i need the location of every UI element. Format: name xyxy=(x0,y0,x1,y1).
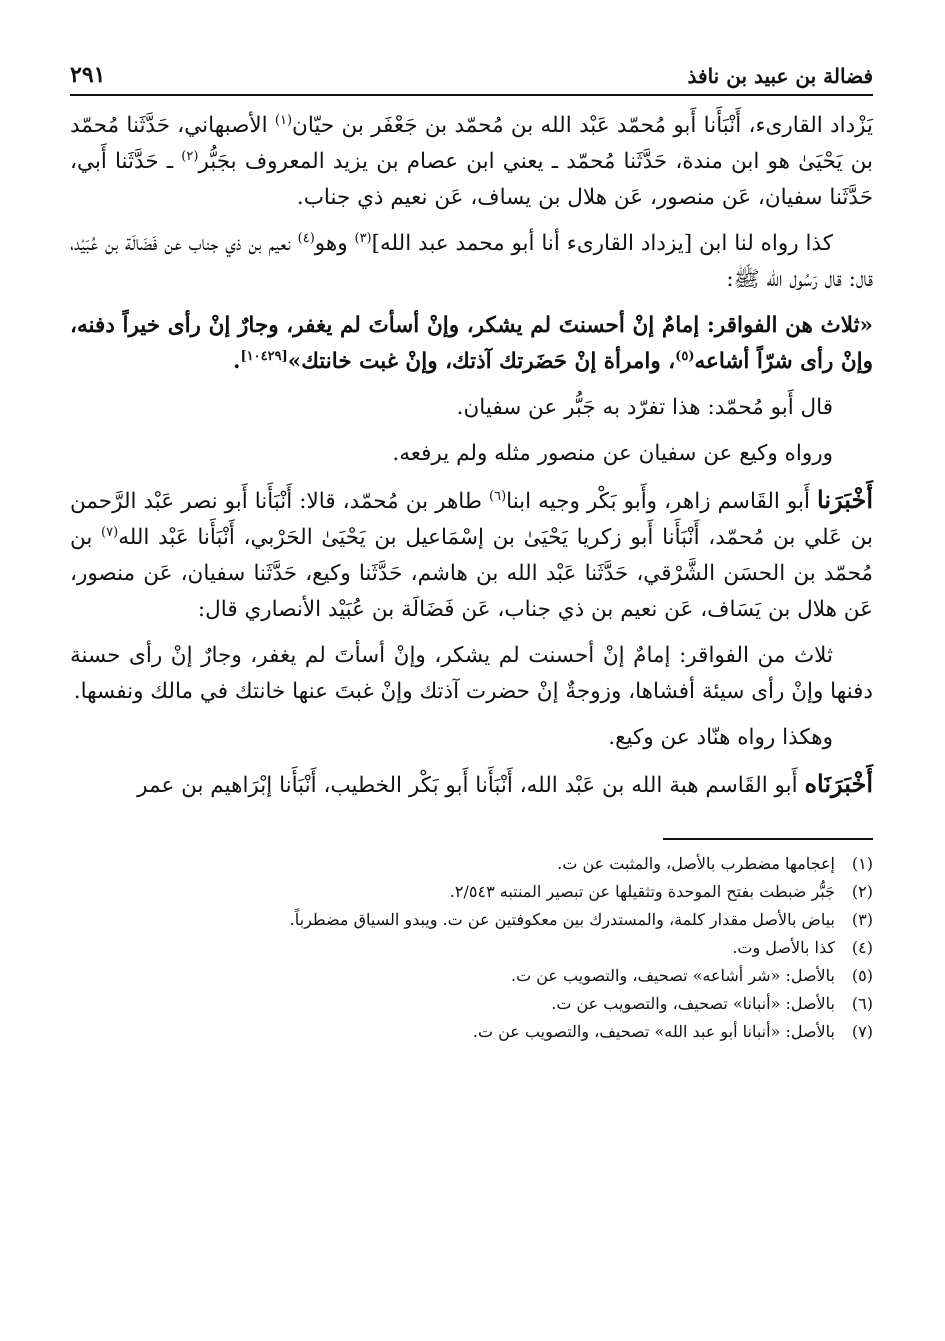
paragraph-7: ثلاث من الفواقر: إمامٌ إنْ أحسنت لم يشكر، وإنْ أسأتَ لم يغفر، وجارٌ إنْ رأى حسنة دفنها وإنْ رأى سيئة أفشاها، وزوجةٌ إنْ حضرت آذتك وإنْ غبتَ عنها خانتك في مالك ونفسها. xyxy=(70,643,873,704)
page-header xyxy=(70,60,873,96)
paragraph-6: أَخْبَرَنا أَبو القَاسم زاهر، وأَبو بَكْر وجيه ابنا$^{(٦)}$ طاهر بن مُحمّد، قالا: أَنْبَأَنا أَبو نصر عَبْد الرَّحمن بن عَلي بن مُحمّد، أَنْبَأَنا أَبو زكريا يَحْيَىٰ بن إسْمَاعيل بن يَحْيَىٰ الحَرْبي، أَنْبَأَنا عَبْد الله$^{(٧)}$ بن مُحمّد بن الحسَن الشَّرْقي، حَدَّثَنا عَبْد الله بن هاشم، حَدَّثَنا وكيع، حَدَّثَنا سفيان، عَن منصور، عَن هلال بن يَسَاف، عَن نعيم بن ذي جناب، عَن فَضَالَة بن عُبَيْد الأنصاري قال: xyxy=(70,485,873,622)
akhbarana-keyword: أَخْبَرَنا xyxy=(817,485,873,514)
footnote-item: (٥) بالأصل: «شر أشاعه» تصحيف، والتصويب عن ت. xyxy=(511,966,873,985)
page-number: ٢٩١ xyxy=(70,62,106,88)
paragraph-5: ورواه وكيع عن سفيان عن منصور مثله ولم يرفعه. xyxy=(392,441,833,466)
hadith-text: «ثلاث هن الفواقر: إمامٌ إنْ أحسنتَ لم يشكر، وإنْ أسأتَ لم يغفر، وجارٌ إنْ رأى خيراً دفنه، وإنْ رأى شرّاً أشاعه$^{(٥)}$، وامرأة إنْ حَضَرتك آذتك، وإنْ غبت خانتك»[١٠٤٢٩]. xyxy=(70,313,873,374)
akhbaranahu-keyword: أَخْبَرَنَاه xyxy=(804,769,873,798)
footnote-separator xyxy=(663,838,873,840)
paragraph-2: كذا رواه لنا ابن [يزداد القارىء أنا أبو محمد عبد الله]$^{(٣)}$ وهو$^{(٤)}$ نعيم بن ذي جناب عن فَضَالَة بن عُبَيْد، قال: قال رَسُول الله ﷺ: xyxy=(70,230,873,292)
footnote-item: (٦) بالأصل: «أنبانا» تصحيف، والتصويب عن ت. xyxy=(551,994,873,1013)
footnote-item: (١) إعجامها مضطرب بالأصل، والمثبت عن ت. xyxy=(557,854,873,873)
main-text xyxy=(70,108,873,804)
paragraph-1: يَزْداد القارىء، أَنْبَأَنا أَبو مُحمّد عَبْد الله بن مُحمّد بن جَعْفَر بن حيّان$^{(١)}$ الأصبهاني، حَدَّثَنا مُحمّد بن يَحْيَىٰ هو ابن مندة، حَدَّثَنا مُحمّد ـ يعني ابن عصام بن يزيد المعروف بجَبُّر$^{(٢)}$ ـ حَدَّثَنا أَبي، حَدَّثَنا سفيان، عَن منصور، عَن هلال بن يساف، عَن نعيم ذي جناب. xyxy=(70,112,873,210)
footnote-item: (٢) جَبُّر ضبطت بفتح الموحدة وتثقيلها عن تبصير المنتبه ٢/٥٤٣. xyxy=(449,882,873,901)
footnote-item: (٣) بياض بالأصل مقدار كلمة، والمستدرك بين معكوفتين عن ت. ويبدو السياق مضطرباً. xyxy=(289,910,873,929)
running-title: فضالة بن عبيد بن نافذ xyxy=(687,64,873,88)
paragraph-8: وهكذا رواه هنّاد عن وكيع. xyxy=(608,725,833,750)
footnote-item: (٤) كذا بالأصل وت. xyxy=(732,938,873,957)
paragraph-4: قال أَبو مُحمّد: هذا تفرّد به جَبُّر عن سفيان. xyxy=(456,395,833,420)
paragraph-9: أَخْبَرَنَاه أَبو القَاسم هبة الله بن عَبْد الله، أَنْبَأَنا أَبو بَكْر الخطيب، أَنْبَأَنا إبْرَاهيم بن عمر xyxy=(137,769,873,798)
book-page xyxy=(70,60,873,1046)
footnote-item: (٧) بالأصل: «أنبانا أبو عبد الله» تصحيف، والتصويب عن ت. xyxy=(472,1022,873,1041)
footnotes xyxy=(70,850,873,1046)
